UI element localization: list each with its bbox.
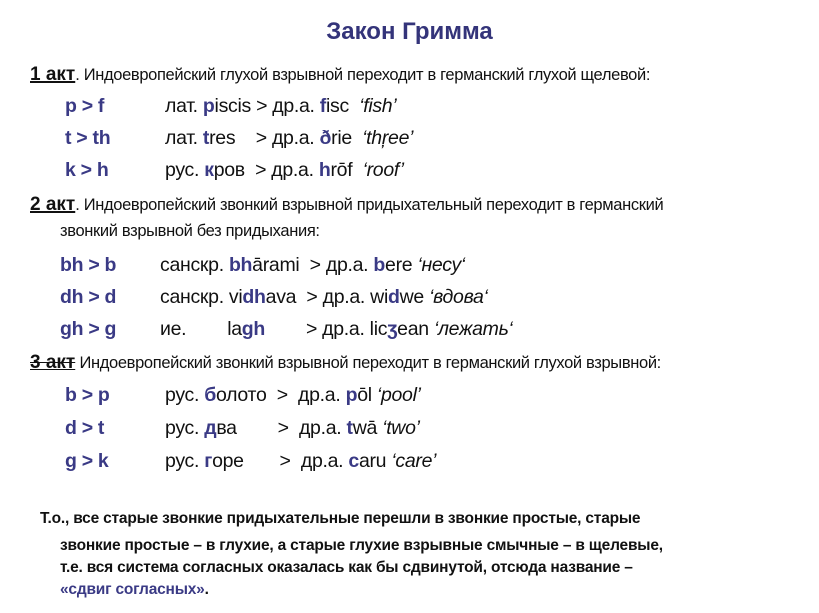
act-number: 1 акт [30,64,76,85]
example [160,318,513,341]
shift-rule: gh > g [60,318,117,340]
example-text: рус. [165,450,205,472]
example-text: aru [358,450,392,472]
summary-line: Т.о., все старые звонкие придыхательные перешли в звонкие простые, старые [40,510,641,527]
act-1-heading [30,64,650,86]
act-3-heading [30,352,661,374]
highlighted-sound: t [202,127,210,149]
highlighted-sound: p [345,384,358,406]
example [165,95,396,118]
summary-line: звонкие простые – в глухие, а старые глухие взрывные смычные – в щелевые, [60,537,663,554]
example-text: we [399,286,430,308]
act-description: Индоевропейский звонкий взрывной переходит в германский глухой взрывной: [75,354,661,372]
example [165,417,420,440]
example-text: ere [385,254,418,276]
highlighted-sound: д [204,417,217,439]
highlighted-sound: h [318,159,331,181]
highlighted-sound: t [346,417,353,439]
example-text: wā [352,417,383,439]
sound-shift-row [65,417,420,440]
sound-shift-row [60,254,465,277]
shift-rule: b > p [65,384,110,406]
act-description: . Индоевропейский глухой взрывной переходит в германский глухой щелевой: [75,66,651,84]
example-text: ров > др.а. [213,159,319,181]
highlighted-sound: ð [319,127,332,149]
sound-shift-row [65,159,404,182]
example-text: isc [326,95,360,117]
example [165,384,421,407]
highlighted-sound: dh [242,286,266,308]
example-text: ва > др.а. [216,417,347,439]
shift-rule: p > f [65,95,105,117]
sound-shift-row [60,286,488,309]
highlighted-sound: b [373,254,386,276]
sound-shift-row [65,450,436,473]
example-text: оре > др.а. [212,450,349,472]
gloss: ‘несу‘ [417,254,465,276]
example-text: санскр. vi [160,286,243,308]
example-text: лат. [165,95,203,117]
example [160,286,488,309]
act-description: . Индоевропейский звонкий взрывной придыхательный переходит в германский [75,196,664,214]
act-number: 3 акт [30,352,76,373]
key-term: «сдвиг согласных» [60,581,205,598]
example [165,159,404,182]
example-text: лат. [165,127,203,149]
highlighted-sound: г [204,450,213,472]
highlighted-sound: bh [228,254,253,276]
example-text: rōf [330,159,363,181]
gloss: ‘fish’ [359,95,397,117]
highlighted-sound: p [202,95,215,117]
gloss: ‘вдова‘ [429,286,488,308]
highlighted-sound: c [348,450,359,472]
example-text: рус. [165,159,205,181]
sound-shift-row [65,127,413,150]
gloss: ‘лежать‘ [433,318,513,340]
slide-title: Закон Гримма [326,18,493,45]
gloss: ‘two’ [382,417,420,439]
shift-rule: t > th [65,127,111,149]
shift-rule: dh > d [60,286,117,308]
example-text: rie [331,127,363,149]
summary-line: т.е. вся система согласных оказалась как бы сдвинутой, отсюда название – [60,559,633,576]
example-text: ava > др.а. wi [265,286,388,308]
act-2-heading [30,194,663,216]
example-text: рус. [165,384,205,406]
summary-line [60,581,209,599]
highlighted-sound: б [204,384,216,406]
example [160,254,465,277]
gloss: ‘thŗee’ [362,127,414,149]
highlighted-sound: ʒ [387,318,398,340]
example-text: iscis > др.а. [214,95,320,117]
gloss: ‘roof’ [362,159,404,181]
example-text: ārami > др.а. [252,254,374,276]
act-2-continuation: звонкий взрывной без придыхания: [60,222,320,240]
example [165,127,413,150]
example-text: ие. la [160,318,242,340]
shift-rule: d > t [65,417,105,439]
gloss: ‘pool’ [376,384,421,406]
example-text: res > др.а. [209,127,320,149]
sound-shift-row [60,318,513,341]
shift-rule: k > h [65,159,109,181]
example-text: санскр. [160,254,229,276]
sound-shift-row [65,95,396,118]
example-text: > др.а. lic [265,318,388,340]
highlighted-sound: к [204,159,214,181]
example-text: ōl [357,384,377,406]
example-text: олото > др.а. [216,384,346,406]
period: . [204,581,209,598]
highlighted-sound: f [319,95,326,117]
example-text: ean [397,318,434,340]
shift-rule: bh > b [60,254,117,276]
sound-shift-row [65,384,421,407]
highlighted-sound: d [387,286,400,308]
highlighted-sound: gh [241,318,266,340]
gloss: ‘care’ [391,450,437,472]
shift-rule: g > k [65,450,109,472]
example-text: рус. [165,417,205,439]
example [165,450,436,473]
act-number: 2 акт [30,194,76,215]
